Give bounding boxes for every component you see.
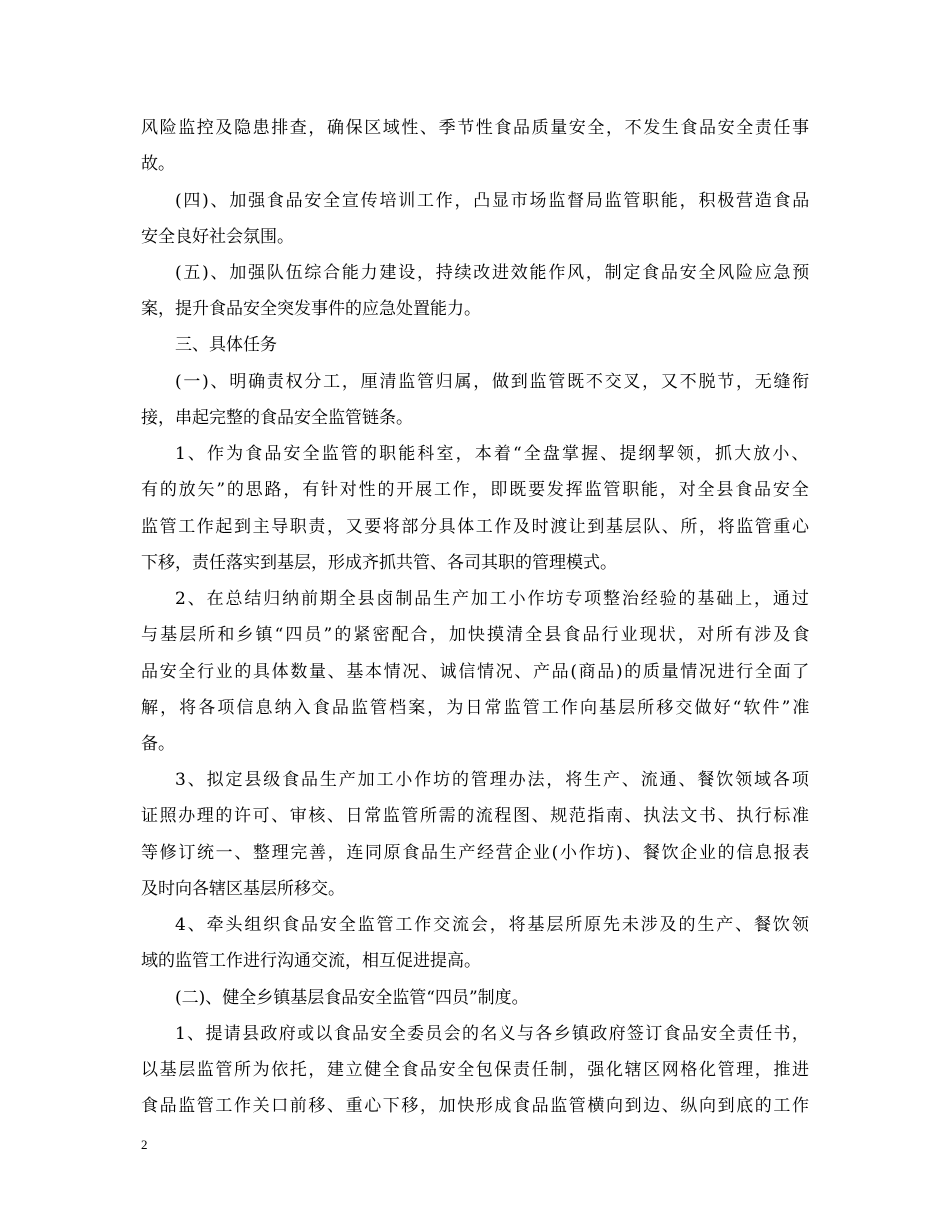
text-line: 以基层监管所为依托，建立健全食品安全包保责任制，强化辖区网格化管理，推进 bbox=[141, 1060, 811, 1080]
text-line: 等修订统一、整理完善，连同原食品生产经营企业(小作坊)、餐饮企业的信息报表 bbox=[141, 843, 811, 863]
text-line: 1、作为食品安全监管的职能科室，本着“全盘掌握、提纲挈领，抓大放小、 bbox=[175, 444, 811, 464]
text-line: (一)、明确责权分工，厘清监管归属，做到监管既不交叉，又不脱节，无缝衔 bbox=[175, 372, 812, 392]
text-line: 与基层所和乡镇“四员”的紧密配合，加快摸清全县食品行业现状，对所有涉及食 bbox=[141, 625, 812, 645]
text-line: 4、牵头组织食品安全监管工作交流会，将基层所原先未涉及的生产、餐饮领 bbox=[175, 915, 811, 935]
text-line: 案，提升食品安全突发事件的应急处置能力。 bbox=[141, 299, 481, 319]
text-line: 风险监控及隐患排查，确保区域性、季节性食品质量安全，不发生食品安全责任事 bbox=[141, 118, 811, 138]
text-line: 接，串起完整的食品安全监管链条。 bbox=[141, 408, 413, 428]
text-line: 证照办理的许可、审核、日常监管所需的流程图、规范指南、执法文书、执行标准 bbox=[141, 806, 811, 826]
text-line: (四)、加强食品安全宣传培训工作，凸显市场监督局监管职能，积极营造食品 bbox=[175, 191, 812, 211]
text-line: (二)、健全乡镇基层食品安全监管“四员”制度。 bbox=[175, 988, 529, 1008]
text-line: 及时向各辖区基层所移交。 bbox=[141, 879, 345, 899]
text-line: 3、拟定县级食品生产加工小作坊的管理办法，将生产、流通、餐饮领域各项 bbox=[175, 770, 811, 790]
text-line: 品安全行业的具体数量、基本情况、诚信情况、产品(商品)的质量情况进行全面了 bbox=[141, 662, 811, 682]
text-line: (五)、加强队伍综合能力建设，持续改进效能作风，制定食品安全风险应急预 bbox=[175, 263, 812, 283]
text-line: 故。 bbox=[141, 154, 175, 174]
text-line: 备。 bbox=[141, 734, 175, 754]
text-line: 有的放矢”的思路，有针对性的开展工作，即既要发挥监管职能，对全县食品安全 bbox=[141, 480, 811, 500]
text-line: 食品监管工作关口前移、重心下移，加快形成食品监管横向到边、纵向到底的工作 bbox=[141, 1096, 811, 1116]
text-line: 解，将各项信息纳入食品监管档案，为日常监管工作向基层所移交做好“软件”准 bbox=[141, 698, 812, 718]
text-line: 2、在总结归纳前期全县卤制品生产加工小作坊专项整治经验的基础上，通过 bbox=[175, 589, 811, 609]
section-heading: 三、具体任务 bbox=[175, 335, 277, 355]
text-line: 域的监管工作进行沟通交流，相互促进提高。 bbox=[141, 951, 481, 971]
text-line: 1、提请县政府或以食品安全委员会的名义与各乡镇政府签订食品安全责任书， bbox=[175, 1024, 811, 1044]
page-number: 2 bbox=[141, 1137, 148, 1152]
text-line: 安全良好社会氛围。 bbox=[141, 227, 294, 247]
text-line: 下移，责任落实到基层，形成齐抓共管、各司其职的管理模式。 bbox=[141, 553, 617, 573]
text-line: 监管工作起到主导职责，又要将部分具体工作及时渡让到基层队、所，将监管重心 bbox=[141, 517, 811, 537]
